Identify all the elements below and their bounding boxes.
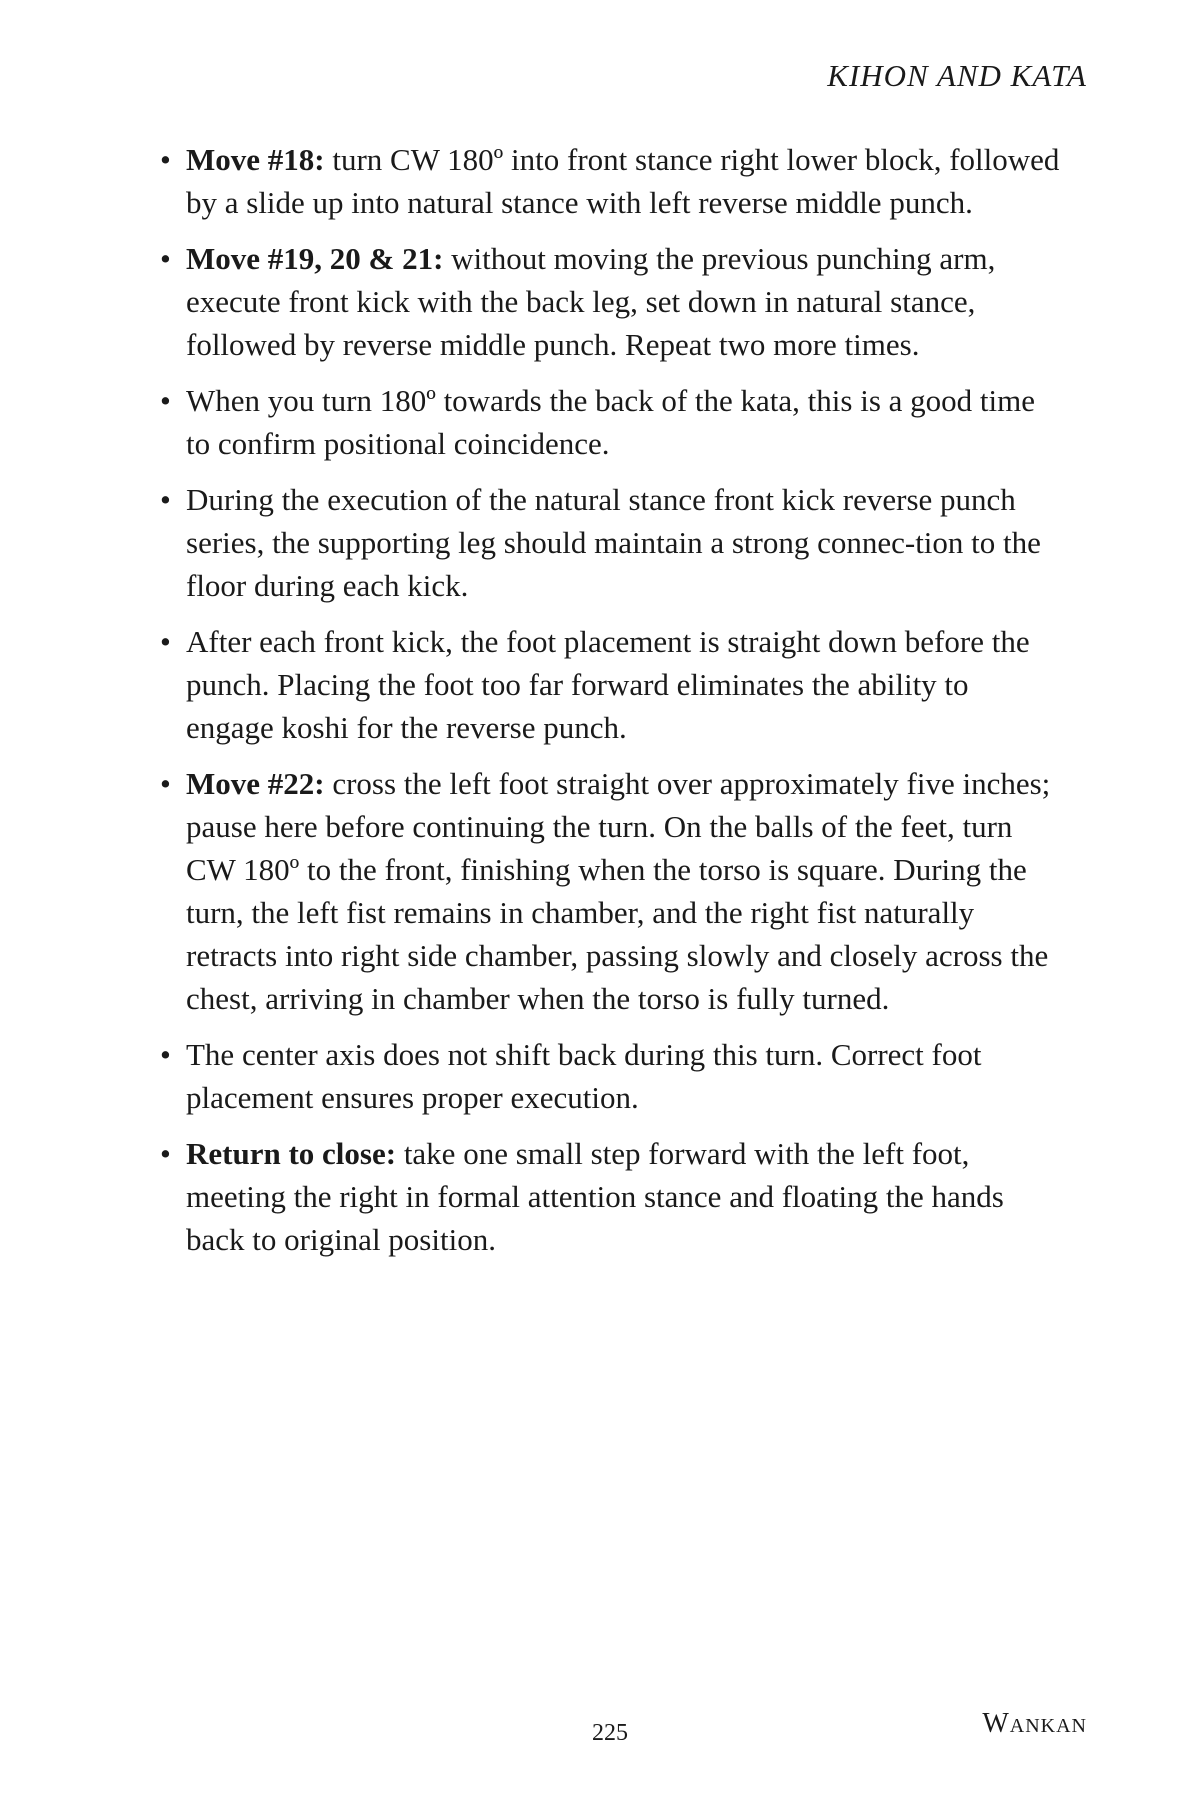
item-text: When you turn 180º towards the back of the kata, this is a good time to confirm positional coincidence. [186, 383, 1036, 461]
move-label: Move #19, 20 & 21: [186, 241, 444, 276]
list-item [160, 1033, 1060, 1119]
bullet-icon: • [160, 1136, 171, 1171]
list-item [160, 237, 1060, 366]
bullet-icon: • [160, 1037, 171, 1072]
bullet-icon: • [160, 482, 171, 517]
move-label: Move #18: [186, 142, 325, 177]
bullet-list [160, 138, 1060, 1274]
item-text: After each front kick, the foot placement is straight down before the punch. Placing the foot too far forward eliminates the ability to engage koshi for the reverse punch. [186, 624, 1030, 745]
move-label: Return to close: [186, 1136, 397, 1171]
list-item [160, 620, 1060, 749]
bullet-icon: • [160, 241, 171, 276]
page-number: 225 [592, 1720, 628, 1746]
bullet-icon: • [160, 624, 171, 659]
list-item [160, 379, 1060, 465]
running-head: KIHON AND KATA [827, 58, 1087, 93]
bullet-icon: • [160, 766, 171, 801]
bullet-icon: • [160, 383, 171, 418]
item-text: The center axis does not shift back during this turn. Correct foot placement ensures proper execution. [186, 1037, 982, 1115]
move-label: Move #22: [186, 766, 325, 801]
item-text: cross the left foot straight over approximately five inches; pause here before continuing the turn. On the balls of the feet, turn CW 180º to the front, finishing when the torso is square. During the turn, the left fist remains in chamber, and the right fist naturally retracts into right side chamber, passing slowly and closely across the chest, arriving in chamber when the torso is fully turned. [186, 766, 1051, 1016]
list-item [160, 1132, 1060, 1261]
item-text: turn CW 180º into front stance right lower block, followed by a slide up into natural stance with left reverse middle punch. [186, 142, 1060, 220]
bullet-icon: • [160, 142, 171, 177]
item-text: take one small step forward with the left foot, meeting the right in formal attention stance and floating the hands back to original position. [186, 1136, 1004, 1257]
list-item [160, 138, 1060, 224]
item-text: without moving the previous punching arm, execute front kick with the back leg, set down in natural stance, followed by reverse middle punch. Repeat two more times. [186, 241, 996, 362]
item-text: During the execution of the natural stance front kick reverse punch series, the supporting leg should maintain a strong connec-tion to the floor during each kick. [186, 482, 1041, 603]
list-item [160, 478, 1060, 607]
list-item [160, 762, 1060, 1020]
book-title: Wankan [982, 1708, 1087, 1739]
